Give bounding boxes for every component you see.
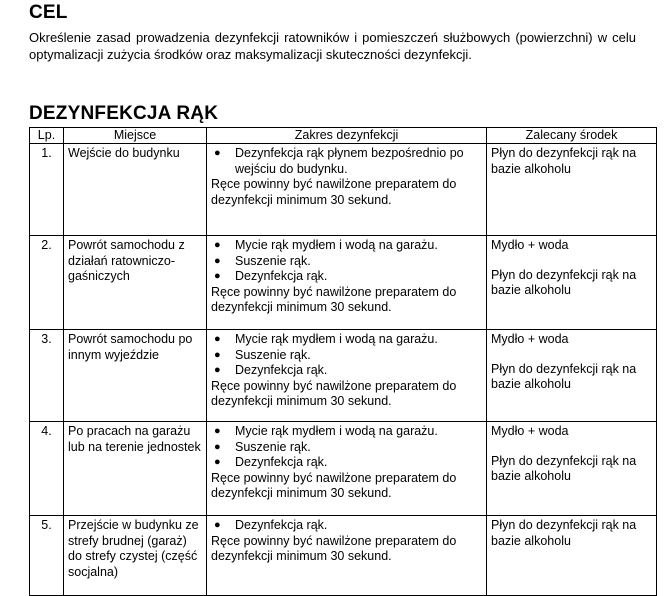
table-body <box>30 144 657 596</box>
bullet-item <box>211 424 482 440</box>
cell-zakres <box>207 330 487 422</box>
cell-lp: 4. <box>30 422 64 516</box>
cell-zakres <box>207 516 487 596</box>
cell-lp: 2. <box>30 236 64 330</box>
bullet-text: Mycie rąk mydłem i wodą na garażu. <box>235 424 438 438</box>
bullet-text: Suszenie rąk. <box>235 347 311 362</box>
bullet-dot-icon: ● <box>214 364 221 376</box>
bullet-text: Mycie rąk mydłem i wodą na garażu. <box>235 238 438 252</box>
srodek-primary: Mydło + woda <box>491 332 569 346</box>
srodek-secondary: Płyn do dezynfekcji rąk na bazie alkoholu <box>491 453 637 483</box>
bullet-dot-icon: ● <box>214 270 221 282</box>
cell-zakres <box>207 422 487 516</box>
bullet-item <box>211 363 482 379</box>
bullet-item <box>211 332 482 348</box>
cell-lp: 5. <box>30 516 64 596</box>
header-zakres: Zakres dezynfekcji <box>207 128 487 144</box>
srodek-secondary: Płyn do dezynfekcji rąk na bazie alkoholu <box>491 518 637 548</box>
srodek-secondary: Płyn do dezynfekcji rąk na bazie alkoholu <box>491 146 637 176</box>
table-header-row <box>30 128 657 144</box>
table-row <box>30 422 657 516</box>
zakres-note: Ręce powinny być nawilżone preparatem do dezynfekcji minimum 30 sekund. <box>211 177 457 207</box>
cell-miejsce: Powrót samochodu po innym wyjeździe <box>64 330 207 422</box>
cel-heading: CEL <box>29 2 68 23</box>
bullet-dot-icon: ● <box>214 440 221 453</box>
cell-lp: 3. <box>30 330 64 422</box>
srodek-primary: Mydło + woda <box>491 238 569 252</box>
bullet-item <box>211 455 482 471</box>
bullet-dot-icon: ● <box>214 254 221 267</box>
bullet-dot-icon: ● <box>214 519 221 531</box>
cell-srodek <box>487 422 657 516</box>
cell-srodek <box>487 144 657 236</box>
srodek-secondary: Płyn do dezynfekcji rąk na bazie alkoholu <box>491 361 637 391</box>
bullet-text: Dezynfekcja rąk. <box>235 363 328 377</box>
header-miejsce: Miejsce <box>64 128 207 144</box>
bullet-item <box>211 348 482 364</box>
bullet-dot-icon: ● <box>214 333 221 345</box>
cell-lp: 1. <box>30 144 64 236</box>
cell-miejsce: Powrót samochodu z działań ratowniczo-gaśniczych <box>64 236 207 330</box>
header-lp: Lp. <box>30 128 64 144</box>
bullet-text: Dezynfekcja rąk. <box>235 455 328 469</box>
bullet-item <box>211 254 482 270</box>
bullet-text: Suszenie rąk. <box>235 253 311 268</box>
bullet-text: Suszenie rąk. <box>235 439 311 454</box>
cell-srodek <box>487 330 657 422</box>
srodek-primary: Mydło + woda <box>491 424 569 438</box>
zakres-note: Ręce powinny być nawilżone preparatem do dezynfekcji minimum 30 sekund. <box>211 470 457 500</box>
bullet-item <box>211 518 482 534</box>
bullet-item <box>211 440 482 456</box>
disinfection-table <box>29 127 657 596</box>
cell-zakres <box>207 144 487 236</box>
cell-miejsce: Po pracach na garażu lub na terenie jednostek <box>64 422 207 516</box>
table-row <box>30 330 657 422</box>
cell-miejsce: Przejście w budynku ze strefy brudnej (garaż) do strefy czystej (część socjalna) <box>64 516 207 596</box>
bullet-item <box>211 146 482 177</box>
section-heading: DEZYNFEKCJA RĄK <box>29 103 219 124</box>
bullet-text: Dezynfekcja rąk. <box>235 518 328 532</box>
cell-srodek <box>487 516 657 596</box>
cell-srodek <box>487 236 657 330</box>
cell-miejsce: Wejście do budynku <box>64 144 207 236</box>
table-row <box>30 144 657 236</box>
bullet-text: Dezynfekcja rąk płynem bezpośrednio po wejściu do budynku. <box>235 146 464 176</box>
zakres-note: Ręce powinny być nawilżone preparatem do dezynfekcji minimum 30 sekund. <box>211 533 457 563</box>
srodek-secondary: Płyn do dezynfekcji rąk na bazie alkoholu <box>491 267 637 297</box>
bullet-text: Mycie rąk mydłem i wodą na garażu. <box>235 332 438 346</box>
bullet-dot-icon: ● <box>214 425 221 437</box>
table-row <box>30 236 657 330</box>
bullet-dot-icon: ● <box>214 239 221 251</box>
zakres-note: Ręce powinny być nawilżone preparatem do dezynfekcji minimum 30 sekund. <box>211 378 457 408</box>
header-srodek: Zalecany środek <box>487 128 657 144</box>
bullet-text: Dezynfekcja rąk. <box>235 269 328 283</box>
zakres-note: Ręce powinny być nawilżone preparatem do dezynfekcji minimum 30 sekund. <box>211 284 457 314</box>
bullet-item <box>211 238 482 254</box>
bullet-item <box>211 269 482 285</box>
cel-paragraph: Określenie zasad prowadzenia dezynfekcji ratowników i pomieszczeń służbowych (powierzchni) w celu optymalizacji zużycia środków oraz maksymalizacji skuteczności dezynfekcji. <box>29 30 636 62</box>
bullet-dot-icon: ● <box>214 348 221 361</box>
cell-zakres <box>207 236 487 330</box>
bullet-dot-icon: ● <box>214 456 221 468</box>
bullet-dot-icon: ● <box>214 147 221 159</box>
table-row <box>30 516 657 596</box>
